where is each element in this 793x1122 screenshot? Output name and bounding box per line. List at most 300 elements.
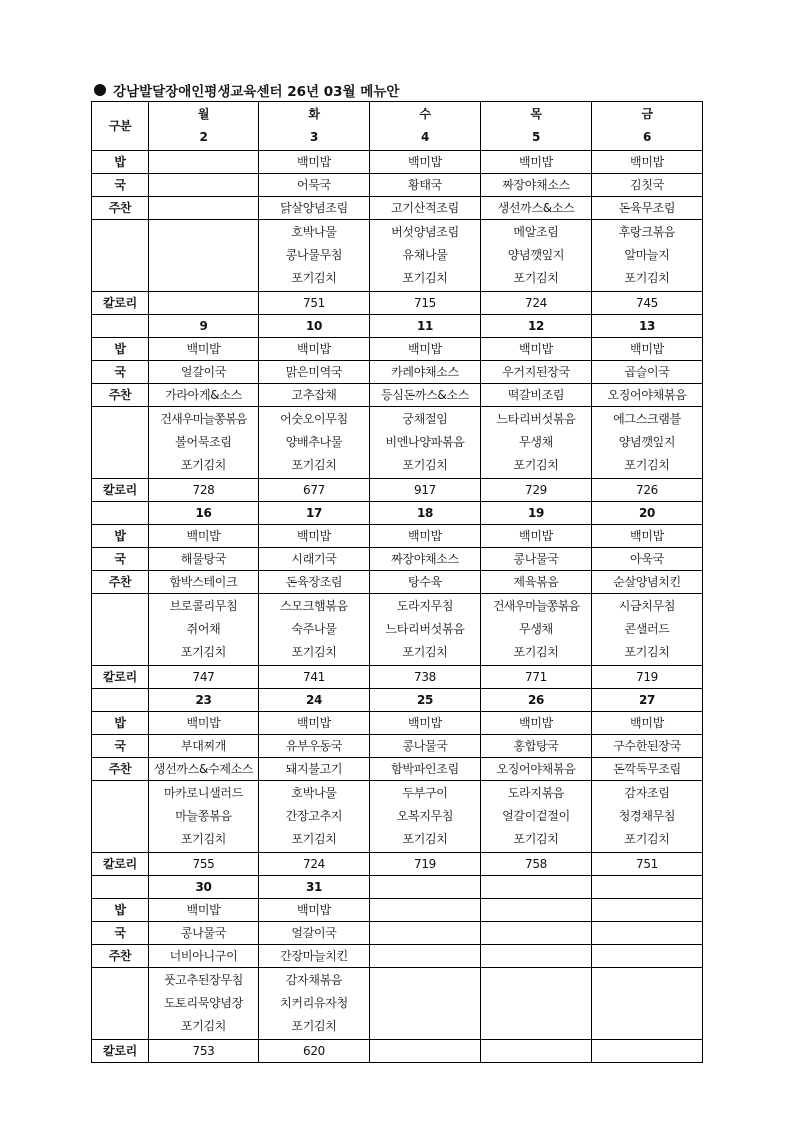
day-header: 10	[259, 315, 370, 338]
weekday-label: 수	[419, 107, 431, 121]
side-dishes-cell	[592, 407, 703, 479]
soup-cell: 콩나물국	[149, 922, 259, 945]
side-dishes-cell	[370, 407, 481, 479]
side-dishes-cell	[481, 407, 592, 479]
day-header: 31	[259, 876, 370, 899]
calories-row	[92, 853, 703, 876]
calories-cell: 738	[370, 666, 481, 689]
main-cell	[481, 945, 592, 968]
day-header	[370, 102, 481, 151]
day-header: 12	[481, 315, 592, 338]
side-dish-item	[592, 992, 702, 1015]
day-header: 25	[370, 689, 481, 712]
soup-label: 국	[92, 548, 149, 571]
calories-row	[92, 666, 703, 689]
week-header-row	[92, 102, 703, 151]
date-label: 4	[420, 130, 430, 144]
side-dish-item: 포기김치	[513, 645, 559, 659]
rice-row	[92, 525, 703, 548]
menu-body	[92, 102, 703, 1063]
day-header: 18	[370, 502, 481, 525]
side-dish-item: 간장고추지	[285, 809, 343, 823]
side-dish-item: 양념깻잎지	[618, 435, 676, 449]
side-dish-item: 마늘쫑볶음	[175, 809, 232, 823]
main-dish-row	[92, 571, 703, 594]
soup-cell: 얼갈이국	[149, 361, 259, 384]
rice-row	[92, 151, 703, 174]
side-dishes-cell	[259, 781, 370, 853]
calories-cell: 724	[481, 292, 592, 315]
calories-cell: 917	[370, 479, 481, 502]
rice-cell: 백미밥	[370, 338, 481, 361]
main-cell: 함박파인조림	[370, 758, 481, 781]
side-dishes-row	[92, 781, 703, 853]
rice-cell	[149, 151, 259, 174]
weekday-label: 월	[197, 107, 210, 121]
side-dish-item	[481, 969, 591, 992]
soup-label: 국	[92, 735, 149, 758]
calories-cell	[370, 1040, 481, 1063]
calories-cell: 741	[259, 666, 370, 689]
side-dishes-cell	[370, 594, 481, 666]
main-cell: 돈깍둑무조림	[592, 758, 703, 781]
blank-cell	[92, 315, 149, 338]
soup-cell: 부대찌개	[149, 735, 259, 758]
calories-cell: 719	[370, 853, 481, 876]
soup-cell: 짜장야채소스	[370, 548, 481, 571]
soup-row	[92, 735, 703, 758]
day-header: 27	[592, 689, 703, 712]
main-cell: 순살양념치킨	[592, 571, 703, 594]
day-header: 11	[370, 315, 481, 338]
main-dish-row	[92, 758, 703, 781]
calories-row	[92, 479, 703, 502]
main-dish-row	[92, 384, 703, 407]
day-header	[481, 876, 592, 899]
calories-cell	[481, 1040, 592, 1063]
side-dishes-row	[92, 220, 703, 292]
calories-row	[92, 292, 703, 315]
side-dish-item: 포기김치	[402, 458, 448, 472]
day-header: 9	[149, 315, 259, 338]
side-dish-item: 포기김치	[624, 271, 670, 285]
side-dish-item: 버섯양념조림	[391, 225, 459, 239]
side-dish-item	[370, 992, 480, 1015]
side-dish-item	[481, 992, 591, 1015]
day-header: 16	[149, 502, 259, 525]
soup-cell	[481, 922, 592, 945]
rice-row	[92, 338, 703, 361]
calories-cell: 728	[149, 479, 259, 502]
week-header-row	[92, 315, 703, 338]
side-dish-item: 후랑크볶음	[618, 225, 676, 239]
day-header: 24	[259, 689, 370, 712]
main-cell: 생선까스&소스	[481, 197, 592, 220]
day-header	[481, 102, 592, 151]
rice-cell: 백미밥	[481, 525, 592, 548]
day-header	[592, 876, 703, 899]
side-dish-item: 포기김치	[291, 832, 337, 846]
main-cell: 돼지불고기	[259, 758, 370, 781]
main-label: 주찬	[92, 758, 149, 781]
soup-cell: 해물탕국	[149, 548, 259, 571]
soup-label: 국	[92, 361, 149, 384]
soup-cell: 우거지된장국	[481, 361, 592, 384]
calories-cell: 751	[592, 853, 703, 876]
side-dishes-cell	[481, 220, 592, 292]
rice-cell: 백미밥	[259, 712, 370, 735]
week-header-row	[92, 876, 703, 899]
soup-cell: 홍합탕국	[481, 735, 592, 758]
side-dishes-cell	[481, 968, 592, 1040]
rice-cell: 백미밥	[592, 525, 703, 548]
side-dishes-cell	[149, 781, 259, 853]
rice-cell: 백미밥	[149, 712, 259, 735]
calories-row	[92, 1040, 703, 1063]
soup-cell: 짜장야채소스	[481, 174, 592, 197]
side-dish-item: 브로콜리무침	[169, 599, 238, 613]
soup-cell: 시래기국	[259, 548, 370, 571]
rice-cell: 백미밥	[592, 151, 703, 174]
title-text: 강남발달장애인평생교육센터 26년 03월 메뉴안	[113, 84, 400, 100]
side-dish-item: 오복지무침	[396, 809, 454, 823]
side-dish-item	[592, 969, 702, 992]
main-cell: 오징어야채볶음	[481, 758, 592, 781]
page-title	[94, 80, 399, 100]
bullet-icon	[94, 84, 106, 96]
blank-cell	[92, 220, 149, 292]
rice-label: 밥	[92, 899, 149, 922]
calories-cell: 751	[259, 292, 370, 315]
main-cell	[370, 945, 481, 968]
rice-label: 밥	[92, 525, 149, 548]
calories-cell: 726	[592, 479, 703, 502]
day-header	[149, 102, 259, 151]
side-dish-item: 얼갈이겉절이	[502, 809, 570, 823]
side-dishes-cell	[481, 594, 592, 666]
calories-cell: 747	[149, 666, 259, 689]
rice-cell: 백미밥	[481, 712, 592, 735]
day-header: 20	[592, 502, 703, 525]
soup-cell: 어묵국	[259, 174, 370, 197]
calories-label: 칼로리	[92, 853, 149, 876]
side-dish-item: 쥐어채	[186, 622, 221, 636]
main-cell: 간장마늘치킨	[259, 945, 370, 968]
side-dishes-cell	[259, 407, 370, 479]
side-dish-item: 마카로니샐러드	[163, 786, 244, 800]
blank-cell	[92, 502, 149, 525]
side-dish-item: 비엔나양파볶음	[385, 435, 465, 449]
weekday-label: 금	[641, 107, 653, 121]
side-dish-item	[370, 1015, 480, 1038]
main-label: 주찬	[92, 384, 149, 407]
main-cell: 탕수육	[370, 571, 481, 594]
date-label: 3	[309, 130, 319, 144]
side-dishes-cell	[149, 407, 259, 479]
side-dish-item: 양념깻잎지	[507, 248, 565, 262]
side-dish-item	[481, 1015, 591, 1038]
side-dish-item: 메알조림	[513, 225, 559, 239]
side-dish-item: 포기김치	[180, 832, 227, 846]
side-dish-item: 포기김치	[402, 645, 448, 659]
main-cell: 함박스테이크	[149, 571, 259, 594]
side-dish-item	[370, 969, 480, 992]
date-label: 5	[531, 130, 541, 144]
main-cell	[592, 945, 703, 968]
calories-label: 칼로리	[92, 666, 149, 689]
date-label: 6	[642, 130, 652, 144]
main-cell: 떡갈비조림	[481, 384, 592, 407]
main-cell: 제육볶음	[481, 571, 592, 594]
side-dish-item: 포기김치	[513, 458, 559, 472]
side-dish-item: 치커리유자청	[280, 996, 348, 1010]
rice-cell: 백미밥	[259, 525, 370, 548]
blank-cell	[92, 968, 149, 1040]
side-dish-item: 도라지볶음	[507, 786, 565, 800]
side-dish-item	[149, 221, 258, 244]
side-dish-item: 에그스크램블	[613, 412, 681, 426]
rice-cell: 백미밥	[592, 338, 703, 361]
side-dishes-cell	[592, 220, 703, 292]
side-dishes-cell	[592, 968, 703, 1040]
day-header: 19	[481, 502, 592, 525]
side-dish-item: 호박나물	[291, 786, 337, 800]
side-dish-item: 도토리묵양념장	[163, 996, 244, 1010]
week-header-row	[92, 689, 703, 712]
side-dish-item: 포기김치	[624, 832, 670, 846]
soup-row	[92, 174, 703, 197]
side-dish-item: 볼어묵조림	[175, 435, 232, 449]
rice-cell: 백미밥	[149, 525, 259, 548]
soup-cell: 구수한된장국	[592, 735, 703, 758]
side-dishes-row	[92, 407, 703, 479]
side-dishes-cell	[149, 968, 259, 1040]
rice-label: 밥	[92, 712, 149, 735]
side-dish-item: 느타리버섯볶음	[496, 412, 576, 426]
side-dish-item: 건새우마늘쫑볶음	[492, 599, 580, 613]
main-cell: 고기산적조림	[370, 197, 481, 220]
calories-cell: 724	[259, 853, 370, 876]
side-dish-item: 느타리버섯볶음	[385, 622, 465, 636]
rice-cell	[481, 899, 592, 922]
side-dishes-cell	[149, 594, 259, 666]
side-dish-item: 포기김치	[180, 1019, 227, 1033]
side-dish-item	[592, 1015, 702, 1038]
calories-label: 칼로리	[92, 479, 149, 502]
main-cell: 생선까스&수제소스	[149, 758, 259, 781]
day-header: 26	[481, 689, 592, 712]
side-dish-item: 포기김치	[624, 645, 670, 659]
side-dishes-row	[92, 968, 703, 1040]
rice-cell	[370, 899, 481, 922]
side-dishes-cell	[259, 220, 370, 292]
calories-cell: 729	[481, 479, 592, 502]
main-cell: 가라아게&소스	[149, 384, 259, 407]
side-dish-item: 궁채절임	[402, 412, 448, 426]
rice-row	[92, 712, 703, 735]
side-dishes-cell	[481, 781, 592, 853]
soup-cell: 황태국	[370, 174, 481, 197]
side-dish-item: 포기김치	[402, 832, 448, 846]
side-dishes-cell	[259, 594, 370, 666]
calories-cell: 715	[370, 292, 481, 315]
rice-cell: 백미밥	[259, 151, 370, 174]
side-dish-item: 포기김치	[402, 271, 448, 285]
side-dish-item: 포기김치	[624, 458, 670, 472]
side-dish-item	[149, 267, 258, 290]
week-header-row	[92, 502, 703, 525]
side-dishes-cell	[370, 781, 481, 853]
weekday-label: 목	[530, 107, 542, 121]
day-header: 23	[149, 689, 259, 712]
soup-row	[92, 548, 703, 571]
side-dish-item: 알마늘지	[624, 248, 670, 262]
rice-cell	[592, 899, 703, 922]
day-header	[592, 102, 703, 151]
rice-cell: 백미밥	[481, 338, 592, 361]
soup-cell: 곱슬이국	[592, 361, 703, 384]
calories-label: 칼로리	[92, 1040, 149, 1063]
calories-cell: 745	[592, 292, 703, 315]
soup-cell: 유부우동국	[259, 735, 370, 758]
main-cell: 등심돈까스&소스	[370, 384, 481, 407]
soup-cell	[592, 922, 703, 945]
side-dish-item: 스모크햄볶음	[280, 599, 348, 613]
blank-cell	[92, 876, 149, 899]
blank-cell	[92, 594, 149, 666]
side-dishes-cell	[370, 220, 481, 292]
calories-cell	[149, 292, 259, 315]
side-dishes-cell	[149, 220, 259, 292]
day-header: 13	[592, 315, 703, 338]
soup-cell: 맑은미역국	[259, 361, 370, 384]
soup-cell: 얼갈이국	[259, 922, 370, 945]
side-dish-item: 건새우마늘쫑볶음	[160, 412, 247, 426]
soup-row	[92, 361, 703, 384]
calories-cell: 755	[149, 853, 259, 876]
soup-cell	[370, 922, 481, 945]
rice-cell: 백미밥	[370, 525, 481, 548]
side-dish-item: 청경채무침	[618, 809, 676, 823]
soup-cell: 콩나물국	[370, 735, 481, 758]
side-dish-item: 무생채	[519, 435, 553, 449]
main-dish-row	[92, 945, 703, 968]
main-cell: 고추잡채	[259, 384, 370, 407]
rice-cell: 백미밥	[481, 151, 592, 174]
side-dish-item: 무생채	[519, 622, 553, 636]
rice-cell: 백미밥	[592, 712, 703, 735]
side-dishes-cell	[259, 968, 370, 1040]
side-dish-item: 감자조림	[624, 786, 670, 800]
side-dishes-cell	[370, 968, 481, 1040]
blank-cell	[92, 689, 149, 712]
soup-cell	[149, 174, 259, 197]
side-dish-item: 콩나물무침	[285, 248, 343, 262]
side-dish-item: 어숫오이무침	[280, 412, 348, 426]
side-dish-item: 양배추나물	[285, 435, 343, 449]
main-cell	[149, 197, 259, 220]
soup-label: 국	[92, 174, 149, 197]
rice-cell: 백미밥	[259, 899, 370, 922]
side-dish-item: 포기김치	[291, 645, 337, 659]
side-dish-item: 시금치무침	[618, 599, 676, 613]
calories-cell: 677	[259, 479, 370, 502]
main-cell: 돈육무조림	[592, 197, 703, 220]
side-dishes-row	[92, 594, 703, 666]
soup-label: 국	[92, 922, 149, 945]
blank-cell	[92, 407, 149, 479]
calories-cell: 719	[592, 666, 703, 689]
weekday-label: 화	[308, 107, 320, 121]
calories-cell: 753	[149, 1040, 259, 1063]
side-dish-item: 포기김치	[291, 271, 337, 285]
side-dish-item: 포기김치	[180, 458, 227, 472]
side-dish-item	[149, 244, 258, 267]
main-label: 주찬	[92, 197, 149, 220]
rice-label: 밥	[92, 151, 149, 174]
rice-cell: 백미밥	[149, 899, 259, 922]
rice-cell: 백미밥	[149, 338, 259, 361]
main-label: 주찬	[92, 571, 149, 594]
menu-table	[91, 101, 703, 1063]
main-label: 주찬	[92, 945, 149, 968]
calories-cell: 758	[481, 853, 592, 876]
day-header	[370, 876, 481, 899]
soup-cell: 카레야채소스	[370, 361, 481, 384]
rice-row	[92, 899, 703, 922]
blank-cell	[92, 781, 149, 853]
soup-row	[92, 922, 703, 945]
side-dish-item: 풋고추된장무침	[163, 973, 244, 987]
side-dish-item: 유채나물	[402, 248, 448, 262]
day-header	[259, 102, 370, 151]
rice-label: 밥	[92, 338, 149, 361]
side-dishes-cell	[592, 781, 703, 853]
side-dish-item: 도라지무침	[396, 599, 454, 613]
calories-cell	[592, 1040, 703, 1063]
day-header: 30	[149, 876, 259, 899]
main-cell: 너비아니구이	[149, 945, 259, 968]
side-dish-item: 숙주나물	[291, 622, 337, 636]
rice-cell: 백미밥	[370, 151, 481, 174]
main-cell: 오징어야채볶음	[592, 384, 703, 407]
side-dish-item: 포기김치	[513, 271, 559, 285]
side-dish-item: 감자채볶음	[285, 973, 343, 987]
side-dish-item: 포기김치	[291, 1019, 337, 1033]
side-dish-item: 포기김치	[513, 832, 559, 846]
side-dish-item: 포기김치	[180, 645, 227, 659]
main-dish-row	[92, 197, 703, 220]
soup-cell: 아욱국	[592, 548, 703, 571]
calories-cell: 620	[259, 1040, 370, 1063]
side-dish-item: 콘샐러드	[624, 622, 670, 636]
day-header: 17	[259, 502, 370, 525]
date-label: 2	[199, 130, 208, 144]
side-dish-item: 호박나물	[291, 225, 337, 239]
side-dish-item: 포기김치	[291, 458, 337, 472]
main-cell: 닭살양념조림	[259, 197, 370, 220]
calories-cell: 771	[481, 666, 592, 689]
soup-cell: 김칫국	[592, 174, 703, 197]
side-dish-item: 두부구이	[402, 786, 448, 800]
side-dishes-cell	[592, 594, 703, 666]
main-cell: 돈육장조림	[259, 571, 370, 594]
rice-cell: 백미밥	[259, 338, 370, 361]
calories-label: 칼로리	[92, 292, 149, 315]
rice-cell: 백미밥	[370, 712, 481, 735]
soup-cell: 콩나물국	[481, 548, 592, 571]
category-header: 구분	[92, 102, 149, 151]
